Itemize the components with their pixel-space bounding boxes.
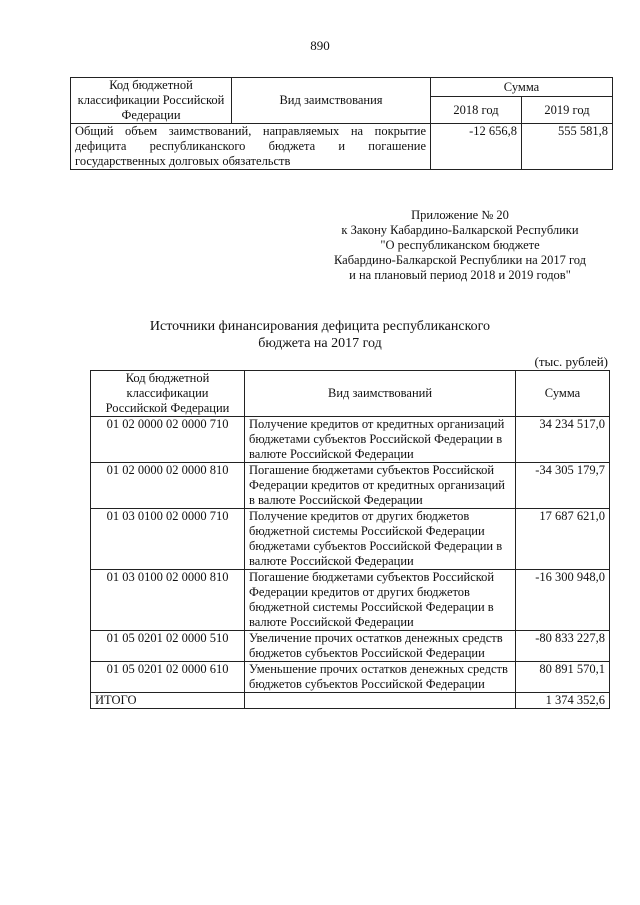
row-code: 01 03 0100 02 0000 810 [91,570,245,631]
row-sum: -80 833 227,8 [516,631,610,662]
total-label: ИТОГО [91,693,245,709]
row-code: 01 03 0100 02 0000 710 [91,509,245,570]
financing-sources-table [90,370,610,709]
row-description: Получение кредитов от других бюджетов бюджетной системы Российской Федерации бюджетами субъектов Российской Федерации в валюте Российской Федерации [245,509,516,570]
title-line: Источники финансирования дефицита республиканского [149,319,491,334]
row-value-2019: 555 581,8 [522,124,613,170]
row-code: 01 02 0000 02 0000 710 [91,417,245,463]
header-sum: Сумма [431,78,613,97]
table-header-row [71,78,613,97]
header-code: Код бюджетной классификации Российской Федерации [71,78,232,124]
appendix-note [320,208,600,283]
header-kind: Вид заимствования [232,78,431,124]
row-description: Общий объем заимствований, направляемых на покрытие дефицита республиканского бюджета и погашение государственных долговых обязательств [71,124,431,170]
header-kind: Вид заимствований [245,371,516,417]
table-row [71,124,613,170]
row-sum: 17 687 621,0 [516,509,610,570]
units-label: (тыс. рублей) [534,354,608,369]
table-row [91,509,610,570]
row-description: Получение кредитов от кредитных организаций бюджетами субъектов Российской Федерации в валюте Российской Федерации [245,417,516,463]
header-year-2019: 2019 год [522,97,613,124]
total-row [91,693,610,709]
row-value-2018: -12 656,8 [431,124,522,170]
row-description: Погашение бюджетами субъектов Российской Федерации кредитов от других бюджетов бюджетной системы Российской Федерации в валюте Российской Федерации [245,570,516,631]
row-sum: 34 234 517,0 [516,417,610,463]
total-empty-cell [245,693,516,709]
table-header-row [91,371,610,417]
table-row [91,463,610,509]
row-description: Погашение бюджетами субъектов Российской Федерации кредитов от кредитных организаций в валюте Российской Федерации [245,463,516,509]
row-description: Уменьшение прочих остатков денежных средств бюджетов субъектов Российской Федерации [245,662,516,693]
header-code: Код бюджетной классификации Российской Федерации [91,371,245,417]
appendix-line: "О республиканском бюджете [380,238,540,252]
row-code: 01 02 0000 02 0000 810 [91,463,245,509]
page-number: 890 [310,38,330,53]
borrowings-table [70,77,613,170]
total-sum: 1 374 352,6 [516,693,610,709]
appendix-line: Приложение № 20 [411,208,509,222]
row-sum: -16 300 948,0 [516,570,610,631]
row-sum: 80 891 570,1 [516,662,610,693]
table-row [91,662,610,693]
document-title [0,318,640,352]
appendix-line: Кабардино-Балкарской Республики на 2017 год [333,253,587,267]
title-line: бюджета на 2017 год [258,336,382,351]
header-sum: Сумма [516,371,610,417]
row-code: 01 05 0201 02 0000 610 [91,662,245,693]
row-sum: -34 305 179,7 [516,463,610,509]
row-code: 01 05 0201 02 0000 510 [91,631,245,662]
table-row [91,417,610,463]
row-description: Увеличение прочих остатков денежных средств бюджетов субъектов Российской Федерации [245,631,516,662]
header-year-2018: 2018 год [431,97,522,124]
table-row [91,631,610,662]
appendix-line: и на плановый период 2018 и 2019 годов" [349,268,571,282]
appendix-line: к Закону Кабардино-Балкарской Республики [341,223,579,237]
table-row [91,570,610,631]
